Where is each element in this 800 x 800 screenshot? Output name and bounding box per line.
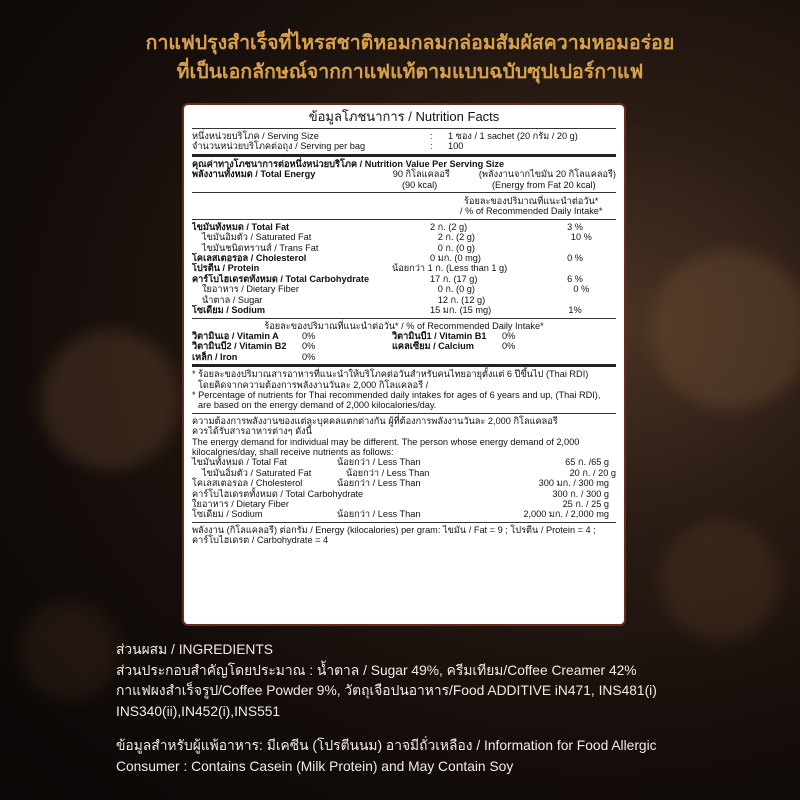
nutrient-label: โซเดียม / Sodium bbox=[192, 305, 266, 316]
nutrient-amount: 0 ก. (0 g) bbox=[437, 242, 475, 253]
limit-label: โคเลสเตอรอล / Cholesterol bbox=[192, 478, 303, 489]
vitamins-section bbox=[192, 319, 616, 368]
nutrient-amount: 2 ก. (2 g) bbox=[437, 232, 475, 243]
per-serving-header: คุณค่าทางโภชนาการต่อหนึ่งหน่วยบริโภค / Nutrition Value Per Serving Size bbox=[192, 158, 505, 169]
nutrient-pct: 3 % bbox=[567, 221, 583, 232]
energy-per-gram-2: คาร์โบไฮเดรต / Carbohydrate = 4 bbox=[192, 535, 329, 546]
nutrient-label: ไขมันชนิดทรานส์ / Trans Fat bbox=[202, 242, 319, 253]
nutrients-section bbox=[192, 193, 616, 318]
demand-en-2: kilocalories/day, shall receive nutrients as follows: bbox=[192, 446, 394, 457]
demand-th-2: ควรได้รับสารอาหารต่างๆ ดังนี้ bbox=[192, 426, 312, 437]
limit-condition bbox=[337, 499, 487, 509]
energy-section bbox=[192, 157, 616, 193]
energy-per-gram-1: พลังงาน (กิโลแคลอรี) ต่อกรัม / Energy (kilocalories) per gram: ไขมัน / Fat = 9 ; โปรตีน / Protein = 4 ; bbox=[192, 524, 596, 535]
rdi-header-th: ร้อยละของปริมาณที่แนะนำต่อวัน* bbox=[464, 196, 599, 207]
nutrition-title: ข้อมูลโภชนาการ / Nutrition Facts bbox=[192, 105, 616, 129]
nutrient-amount: 12 ก. (12 g) bbox=[437, 294, 486, 305]
nutrient-pct: 1% bbox=[568, 305, 582, 316]
nutrient-label: น้ำตาล / Sugar bbox=[202, 294, 263, 305]
nutrient-amount: 17 ก. (17 g) bbox=[430, 273, 478, 284]
vitamin-pct: 0% bbox=[302, 341, 316, 352]
nutrient-label: ไขมันอิ่มตัว / Saturated Fat bbox=[202, 232, 312, 243]
limit-value: 300 มก. / 300 mg bbox=[538, 478, 609, 489]
energy-value-en: (90 kcal) bbox=[402, 179, 438, 190]
allergy-line-1: ข้อมูลสำหรับผู้แพ้อาหาร: มีเคซีน (โปรตีนนม) อาจมีถั่วเหลือง / Information for Food Allergic bbox=[116, 738, 657, 753]
energy-per-gram-section bbox=[192, 523, 616, 548]
serving-size-value: 1 ซอง / 1 sachet (20 กรัม / 20 g) bbox=[448, 131, 578, 141]
limit-label: ไขมันอิ่มตัว / Saturated Fat bbox=[202, 467, 312, 478]
limit-label: คาร์โบไฮเดรตทั้งหมด / Total Carbohydrate bbox=[192, 488, 364, 499]
ingredients-heading: ส่วนผสม / INGREDIENTS bbox=[116, 642, 273, 657]
nutrient-pct bbox=[540, 263, 610, 273]
serving-size-colon: : bbox=[430, 131, 433, 141]
vitamin-header: ร้อยละของปริมาณที่แนะนำต่อวัน* / % of Recommended Daily Intake* bbox=[264, 320, 544, 331]
vitamin-pct: 0% bbox=[502, 341, 516, 352]
vitamin-pct: 0% bbox=[502, 330, 516, 341]
limit-condition: น้อยกว่า / Less Than bbox=[337, 509, 421, 520]
nutrient-amount: 0 มก. (0 mg) bbox=[430, 253, 481, 264]
vitamin-pct: 0% bbox=[302, 351, 316, 362]
nutrient-label: โปรตีน / Protein bbox=[192, 263, 260, 274]
limit-value: 65 ก. /65 g bbox=[565, 457, 609, 468]
rdi-note-en-2: are based on the energy demand of 2,000 kilocalories/day. bbox=[198, 400, 437, 411]
serving-section bbox=[192, 129, 616, 157]
limit-label: ไขมันทั้งหมด / Total Fat bbox=[192, 457, 287, 468]
servings-per-bag-value: 100 bbox=[448, 141, 464, 152]
rdi-note-en-1: * Percentage of nutrients for Thai recommended daily intakes for ages of 6 years and up, (Thai RDI), bbox=[192, 389, 601, 400]
vitamin-label: วิตามินเอ / Vitamin A bbox=[192, 330, 279, 341]
energy-from-fat: (พลังงานจากไขมัน 20 กิโลแคลอรี) bbox=[478, 169, 616, 180]
headline-line-1: กาแฟปรุงสำเร็จที่ไหรสชาติหอมกลมกล่อมสัมผัสความหอมอร่อย bbox=[145, 31, 675, 54]
nutrient-label: คาร์โบไฮเดรตทั้งหมด / Total Carbohydrate bbox=[192, 273, 370, 284]
serving-size-label: หนึ่งหน่วยบริโภค / Serving Size bbox=[192, 131, 319, 141]
limit-label: ใยอาหาร / Dietary Fiber bbox=[192, 499, 289, 509]
limit-condition bbox=[407, 489, 487, 499]
vitamin-label bbox=[392, 352, 502, 362]
limit-value: 2,000 มก. / 2,000 mg bbox=[523, 509, 609, 520]
limit-value: 300 ก. / 300 g bbox=[552, 488, 609, 499]
demand-th-1: ความต้องการพลังงานของแต่ละบุคคลแตกต่างกัน ผู้ที่ต้องการพลังงานวันละ 2,000 กิโลแคลอรี bbox=[192, 415, 558, 426]
servings-colon: : bbox=[430, 141, 433, 152]
allergy-line-2: Consumer : Contains Casein (Milk Protein) and May Contain Soy bbox=[116, 758, 514, 774]
limit-value: 20 ก. / 20 g bbox=[569, 467, 616, 478]
nutrient-pct: 10 % bbox=[570, 232, 592, 243]
headline bbox=[100, 28, 720, 86]
rdi-note-th-1: * ร้อยละของปริมาณสารอาหารที่แนะนำให้บริโภคต่อวันสำหรับคนไทยอายุตั้งแต่ 6 ปีขึ้นไป (Thai RDI) bbox=[192, 369, 589, 380]
nutrient-amount: น้อยกว่า 1 ก. (Less than 1 g) bbox=[392, 263, 508, 274]
nutrient-pct: 6 % bbox=[567, 273, 583, 284]
demand-en-1: The energy demand for individual may be different. The person whose energy demand of 2,000 bbox=[192, 436, 580, 447]
rdi-note-th-2: โดยคิดจากความต้องการพลังงานวันละ 2,000 กิโลแคลอรี / bbox=[198, 379, 429, 390]
limit-label: โซเดียม / Sodium bbox=[192, 509, 263, 520]
vitamin-label: แคลเซียม / Calcium bbox=[392, 341, 474, 352]
nutrient-amount: 2 ก. (2 g) bbox=[430, 221, 468, 232]
nutrient-amount: 0 ก. (0 g) bbox=[437, 284, 475, 295]
energy-from-fat-en: (Energy from Fat 20 kcal) bbox=[492, 179, 596, 190]
servings-per-bag-label: จำนวนหน่วยบริโภคต่อถุง / Serving per bag bbox=[192, 141, 366, 152]
vitamin-label: วิตามินบี2 / Vitamin B2 bbox=[192, 341, 287, 352]
nutrient-pct: 0 % bbox=[573, 284, 590, 295]
nutrient-pct bbox=[547, 243, 616, 253]
ingredients-line-1: ส่วนประกอบสำคัญโดยประมาณ : น้ำตาล / Sugar 49%, ครีมเทียม/Coffee Creamer 42% bbox=[116, 662, 637, 678]
ingredients-block bbox=[116, 640, 716, 777]
limit-condition: น้อยกว่า / Less Than bbox=[337, 478, 421, 489]
limit-condition: น้อยกว่า / Less Than bbox=[337, 457, 421, 468]
headline-line-2: ที่เป็นเอกลักษณ์จากกาแฟแท้ตามแบบฉบับซุปเปอร์กาแฟ bbox=[176, 60, 644, 83]
nutrient-label: ใยอาหาร / Dietary Fiber bbox=[202, 284, 299, 295]
nutrient-pct bbox=[547, 295, 616, 305]
energy-value: 90 กิโลแคลอรี bbox=[392, 169, 450, 180]
nutrient-label: โคเลสเตอรอล / Cholesterol bbox=[192, 253, 307, 264]
vitamin-pct: 0% bbox=[302, 330, 316, 341]
nutrient-amount: 15 มก. (15 mg) bbox=[430, 305, 492, 316]
nutrient-pct: 0 % bbox=[567, 253, 583, 264]
limit-condition: น้อยกว่า / Less Than bbox=[345, 467, 430, 478]
vitamin-label: วิตามินบี1 / Vitamin B1 bbox=[392, 330, 487, 341]
ingredients-line-2: กาแฟผงสำเร็จรูป/Coffee Powder 9%, วัตถุเจือปนอาหาร/Food ADDITIVE iN471, INS481(i) bbox=[116, 683, 657, 698]
nutrient-label: ไขมันทั้งหมด / Total Fat bbox=[192, 221, 290, 232]
rdi-note-section bbox=[192, 367, 616, 414]
limit-value: 25 ก. / 25 g bbox=[562, 499, 609, 509]
daily-demand-section bbox=[192, 414, 616, 523]
nutrition-facts-panel bbox=[182, 103, 626, 626]
rdi-header-en: / % of Recommended Daily Intake* bbox=[460, 206, 603, 217]
ingredients-line-3: INS340(ii),IN452(i),INS551 bbox=[116, 703, 281, 719]
vitamin-label: เหล็ก / Iron bbox=[192, 351, 238, 362]
vitamin-pct bbox=[502, 352, 552, 362]
energy-label: พลังงานทั้งหมด / Total Energy bbox=[192, 169, 316, 180]
